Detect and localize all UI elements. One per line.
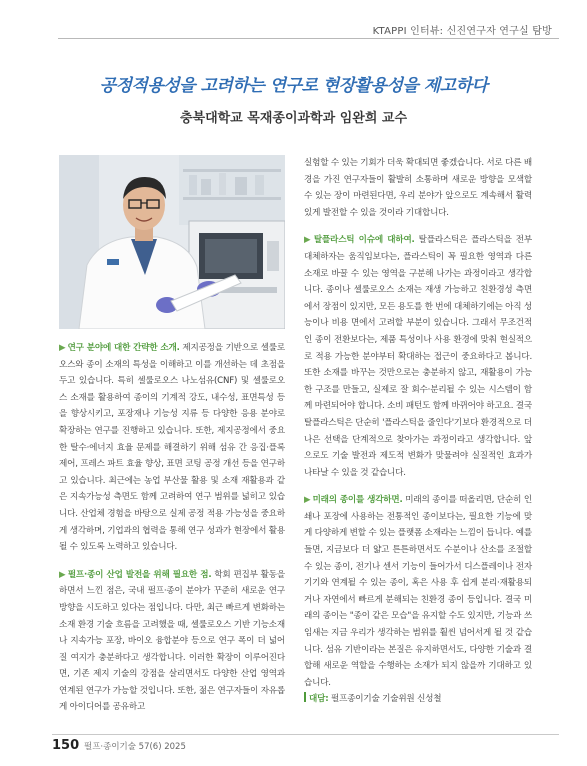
running-header — [0, 0, 587, 44]
left-column — [59, 340, 285, 716]
page-number: 150 — [52, 738, 80, 753]
lead-phrase: 탈플라스틱 이슈에 대하여. — [313, 235, 415, 246]
article-subtitle: 충북대학교 목재종이과학과 임완희 교수 — [179, 111, 408, 126]
right-column — [304, 155, 532, 708]
paragraph-intro — [59, 340, 285, 556]
lead-phrase: 연구 분야에 대한 간략한 소개. — [67, 343, 180, 353]
article-title: 공정적용성을 고려하는 연구로 현장활용성을 제고하다 — [99, 76, 488, 96]
arrow-bullet-icon: ▶ — [304, 235, 312, 246]
lead-phrase: 미래의 종이를 생각하면. — [312, 495, 403, 506]
journal-citation: 펄프·종이기술 57(6) 2025 — [84, 742, 186, 752]
paragraph-body: 학회 편집부 활동을 하면서 느낀 점은, 국내 펄프·종이 분야가 꾸준히 새로운 연구 방향을 시도하고 있다는 점입니다. 다만, 최근 빠르게 변화하는 소재 환경 기술 흐름을 고려했을 때, 셀룰로오스 기반 기능소재나 지속가능 포장, 바이오 융합분야 등으로 연구 폭이 더 넓어질 여지가 충분하다고 생각합니다. 이러한 확장이 이루어진다면, 기존 제지 기술의 강점을 살리면서도 다양한 산업 영역과 연계된 연구가 가능할 것입니다. 또한, 젊은 연구자들이 자유롭게 아이디어를 공유하고 — [59, 569, 285, 713]
paragraph-continued: 실험할 수 있는 기회가 더욱 확대되면 좋겠습니다. 서로 다른 배경을 가진 연구자들이 활발히 소통하며 새로운 방향을 모색할 수 있는 장이 마련된다면, 우리 분야가 앞으로도 계속해서 활력 있게 발전할 수 있을 것이라 기대합니다. — [304, 158, 532, 218]
paragraph-body: 미래의 종이를 떠올리면, 단순히 인쇄나 포장에 사용하는 전통적인 종이보다는, 필요한 기능에 맞게 다양하게 변할 수 있는 플랫폼 소재라는 느낌이 듭니다. 예를 들면, 지금보다 더 얇고 튼튼하면서도 수분이나 산소를 조절할 수 있는 종이, 전기나 센서 기능이 들어가서 디스플레이나 전자 기기와 연계될 수 있는 종이, 혹은 사용 후 쉽게 분리·재활용되거나 자연에서 빠르게 분해되는 친환경 종이 등입니다. 결국 미래의 종이는 "종이 같은 모습"을 유지할 수도 있지만, 기능과 쓰임새는 지금 우리가 생각하는 범위를 훨씬 넘어서게 될 것 같습니다. 섬유 기반이라는 본질은 유지하면서도, 다양한 기술과 결합해 새로운 역할을 수행하는 소재가 되지 않을까 기대하고 있습니다. — [304, 495, 532, 688]
credit-name: 펄프종이기술 기술위원 신성철 — [328, 694, 442, 705]
page-footer — [0, 730, 587, 766]
paragraph-future-paper — [304, 492, 532, 691]
header-divider — [58, 38, 559, 39]
credit-bar-icon — [304, 692, 306, 702]
running-header-text: KTAPPI 인터뷰: 신진연구자 연구실 탐방 — [372, 26, 552, 37]
arrow-bullet-icon: ▶ — [59, 569, 66, 580]
paragraph-deplastic — [304, 232, 532, 481]
professor-photo-illustration — [59, 155, 285, 329]
lead-phrase: 펄프·종이 산업 발전을 위해 필요한 점. — [67, 569, 212, 580]
paragraph-industry — [59, 567, 285, 716]
arrow-bullet-icon: ▶ — [59, 343, 66, 353]
credit-label: 대담: — [309, 694, 329, 705]
professor-photo — [59, 155, 285, 329]
arrow-bullet-icon: ▶ — [304, 495, 311, 506]
interviewer-credit — [304, 691, 532, 708]
paragraph-body: 탈플라스틱은 플라스틱을 전부 대체하자는 움직임보다는, 플라스틱이 꼭 필요한 영역과 다른 소재로 바꿀 수 있는 영역을 구분해 나가는 과정이라고 생각합니다. 종이나 셀룰로오스 소재는 재생 가능하고 친환경성 측면에서 장점이 있지만, 모든 용도를 한 번에 대체하기에는 아직 성능이나 비용 면에서 고려할 부분이 있습니다. 그래서 무조건적인 종이 전환보다는, 제품 특성이나 사용 환경에 맞춰 현실적으로 적용 가능한 분야부터 확대하는 접근이 중요하다고 봅니다. 또한 소재를 바꾸는 것만으로는 충분하지 않고, 재활용이 가능한 구조를 만들고, 실제로 잘 회수·분리될 수 있는 시스템이 함께 마련되어야 합니다. 소비 패턴도 함께 바뀌어야 하고요. 결국 탈플라스틱은 단순히 '플라스틱을 줄인다'기보다 환경적으로 더 나은 선택을 단계적으로 찾아가는 과정이라고 생각합니다. 앞으로도 기술 발전과 제도적 변화가 맞물려야 실질적인 효과가 나타날 수 있을 것 같습니다. — [304, 235, 532, 478]
paragraph-body: 제지공정을 기반으로 셀룰로오스와 종이 소재의 특성을 이해하고 이를 개선하는 데 초점을 두고 있습니다. 특히 셀룰로오스 나노섬유(CNF) 및 셀룰로오스 소재를 활용하여 종이의 기계적 강도, 내수성, 표면특성 등을 향상시키고, 포장재나 기능성 지류 등 다양한 응용 분야로 확장하는 연구를 진행하고 있습니다. 또한, 제지공정에서 중요한 탈수·에너지 효율 문제를 해결하기 위해 섬유 간 응집·플록 제어, 프레스 파트 효율 향상, 표면 코팅 공정 개선 등을 연구하고 있습니다. 최근에는 농업 부산물 활용 및 소재 재활용과 같은 지속가능성 측면도 함께 고려하여 연구 범위를 넓히고 있습니다. 산업체 경험을 바탕으로 실제 공정 적용 가능성을 중요하게 생각하며, 기업과의 협력을 통해 연구 성과가 현장에서 활용될 수 있도록 노력하고 있습니다. — [59, 343, 285, 553]
footer-divider — [52, 734, 559, 735]
